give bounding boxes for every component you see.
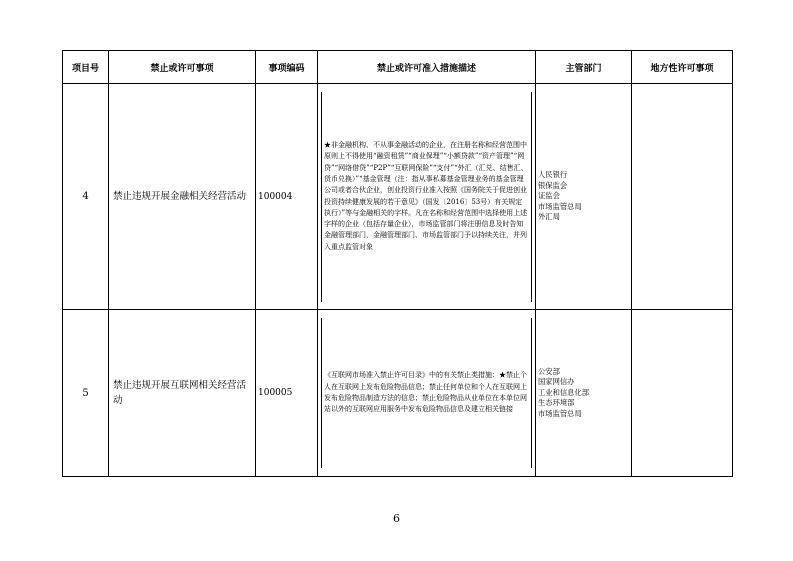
market-access-table bbox=[62, 50, 733, 477]
item-description-cell bbox=[318, 84, 536, 310]
page-number: 6 bbox=[393, 512, 400, 525]
item-number: 5 bbox=[63, 310, 109, 477]
local-permit-cell bbox=[632, 310, 733, 477]
department: 生态环境部 bbox=[538, 398, 575, 408]
col-header-item: 禁止或许可事项 bbox=[109, 51, 256, 84]
department: 公安部 bbox=[538, 366, 560, 376]
item-number: 4 bbox=[63, 84, 109, 310]
department: 市场监管总局 bbox=[538, 201, 582, 211]
department: 外汇局 bbox=[538, 212, 560, 222]
col-header-department: 主管部门 bbox=[536, 51, 632, 84]
col-header-code: 事项编码 bbox=[256, 51, 318, 84]
table-row bbox=[63, 84, 733, 310]
department: 人民银行 bbox=[538, 170, 568, 180]
department: 银保监会 bbox=[538, 180, 568, 190]
item-name: 禁止违规开展金融相关经营活动 bbox=[109, 84, 256, 310]
department: 工业和信息化部 bbox=[538, 387, 590, 397]
item-code: 100004 bbox=[256, 84, 318, 310]
item-description: 《互联网市场准入禁止许可目录》中的有关禁止类措施：★禁止个人在互联网上发布危险物品信息；禁止任何单位和个人在互联网上发布危险物品制造方法的信息；禁止危险物品从业单位在本单位网站以外的互联网应用服务中发布危险物品信息及建立相关链接 bbox=[324, 371, 527, 414]
table-header-row bbox=[63, 51, 733, 84]
item-name: 禁止违规开展互联网相关经营活动 bbox=[109, 310, 256, 477]
department: 市场监管总局 bbox=[538, 408, 582, 418]
item-description: ★非金融机构、不从事金融活动的企业，在注册名称和经营范围中原则上不得使用“融资租赁”“商业保理”“小额贷款”“资产管理”“网贷”“网络借贷”“P2P”“互联网保险”“支付”“外汇（汇兑、结售汇、货币兑换）”“基金管理（注：指从事私募基金管理业务的基金管理公司或者合伙企业，创业投资行业准入按照《国务院关于促进创业投资持续健康发展的若干意见》（国发〔2016〕53号）有关规定执行）”等与金融相关的字样。凡在名称和经营范围中选择使用上述字样的企业（包括存量企业），市场监管部门将注册信息及时告知金融管理部门，金融管理部门、市场监管部门予以持续关注，并列入重点监管对象 bbox=[324, 141, 528, 251]
department-list bbox=[536, 84, 632, 310]
item-code: 100005 bbox=[256, 310, 318, 477]
col-header-description: 禁止或许可准入措施描述 bbox=[318, 51, 536, 84]
col-header-item-no: 项目号 bbox=[63, 51, 109, 84]
local-permit-cell bbox=[632, 84, 733, 310]
col-header-local-permit: 地方性许可事项 bbox=[632, 51, 733, 84]
department-list bbox=[536, 310, 632, 477]
table-row bbox=[63, 310, 733, 477]
department: 证监会 bbox=[538, 191, 560, 201]
item-description-cell bbox=[318, 310, 536, 477]
department: 国家网信办 bbox=[538, 377, 575, 387]
